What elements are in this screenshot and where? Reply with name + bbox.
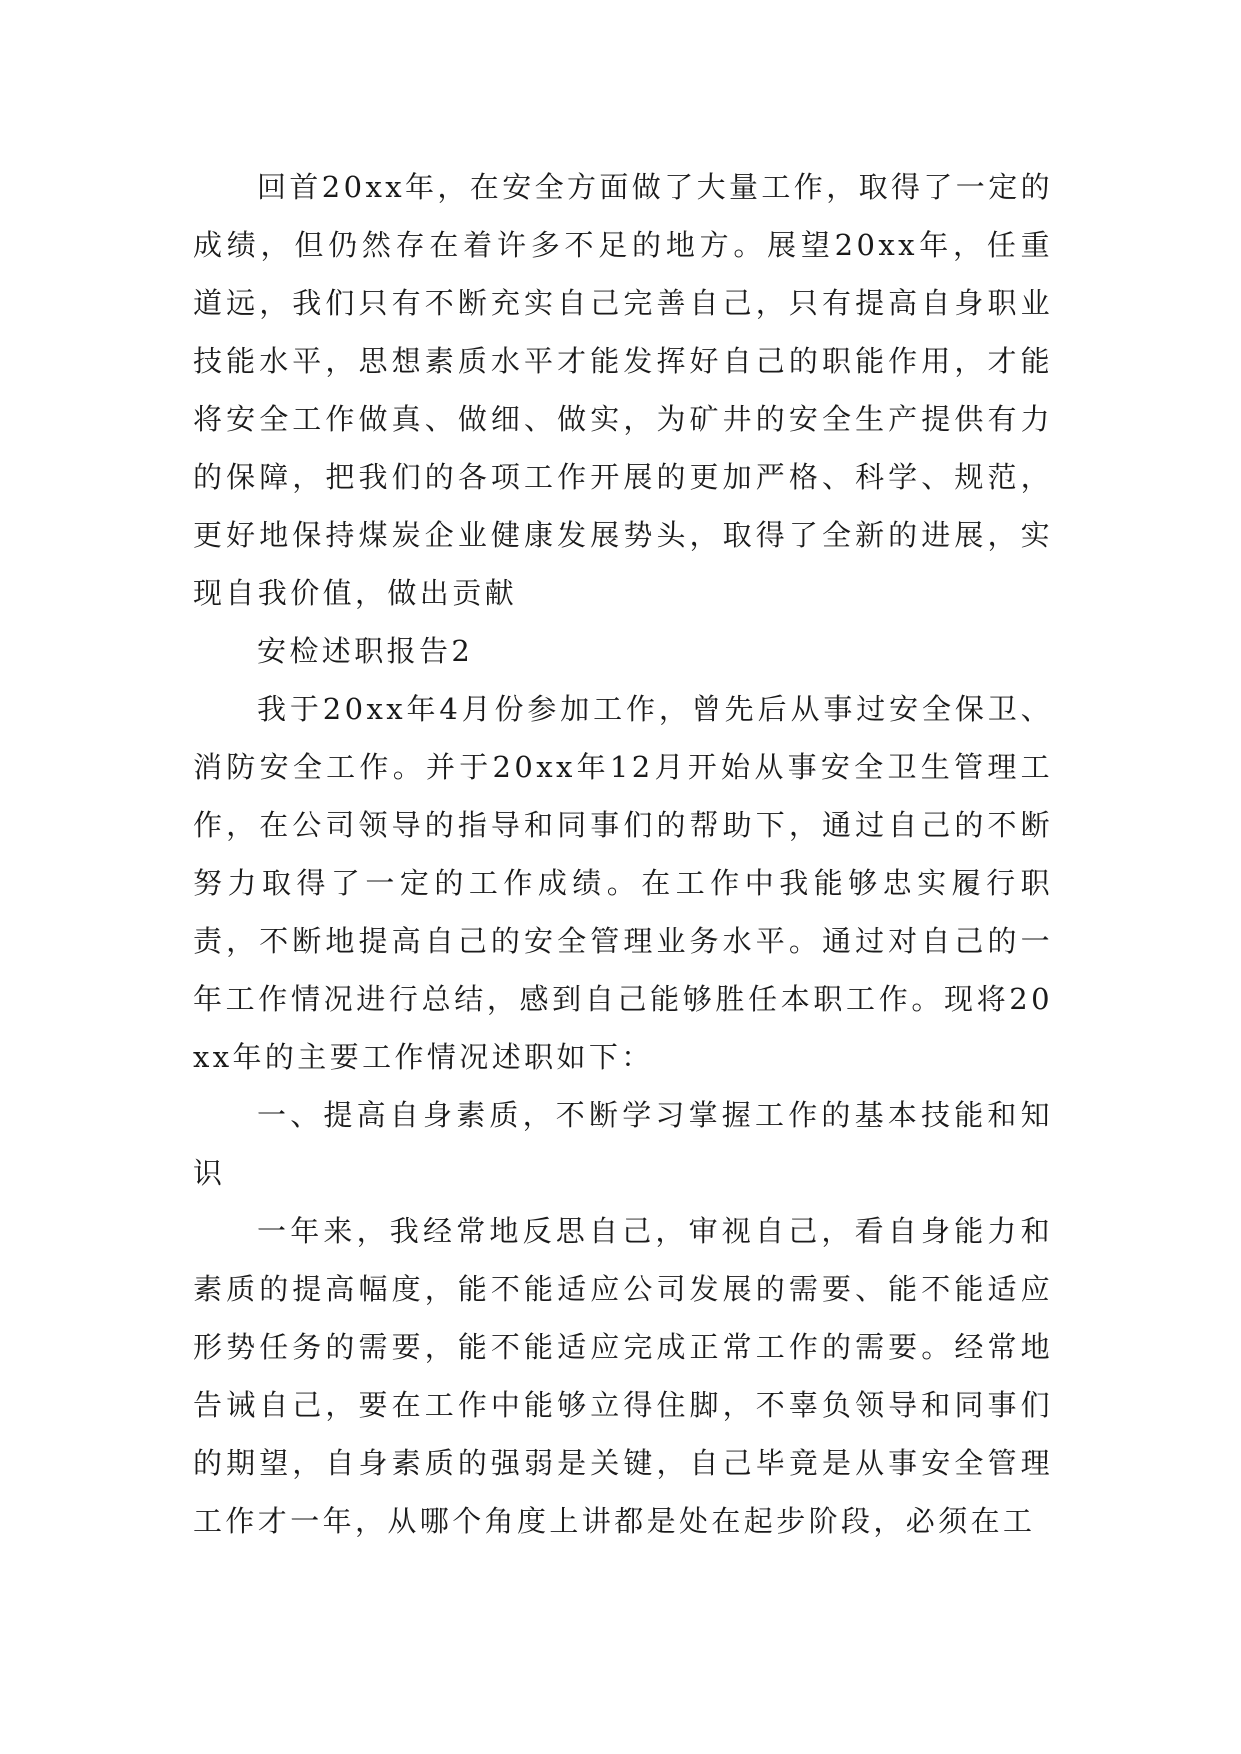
section-heading-self-improvement: 一、提高自身素质，不断学习掌握工作的基本技能和知识 (193, 1098, 1053, 1190)
document-body (193, 158, 1053, 1550)
paragraph-work-history: 我于20xx年4月份参加工作，曾先后从事过安全保卫、消防安全工作。并于20xx年12月开始从事安全卫生管理工作，在公司领导的指导和同事们的帮助下，通过自己的不断努力取得了一定的工作成绩。在工作中我能够忠实履行职责，不断地提高自己的安全管理业务水平。通过对自己的一年工作情况进行总结，感到自己能够胜任本职工作。现将20xx年的主要工作情况述职如下： (193, 692, 1053, 1074)
paragraph-self-reflection: 一年来，我经常地反思自己，审视自己，看自身能力和素质的提高幅度，能不能适应公司发展的需要、能不能适应形势任务的需要，能不能适应完成正常工作的需要。经常地告诫自己，要在工作中能够立得住脚，不辜负领导和同事们的期望，自身素质的强弱是关键，自己毕竟是从事安全管理工作才一年，从哪个角度上讲都是处在起步阶段，必须在工 (193, 1214, 1053, 1538)
paragraph-review-outlook: 回首20xx年，在安全方面做了大量工作，取得了一定的成绩，但仍然存在着许多不足的地方。展望20xx年，任重道远，我们只有不断充实自己完善自己，只有提高自身职业技能水平，思想素质水平才能发挥好自己的职能作用，才能将安全工作做真、做细、做实，为矿井的安全生产提供有力的保障，把我们的各项工作开展的更加严格、科学、规范，更好地保持煤炭企业健康发展势头，取得了全新的进展，实现自我价值，做出贡献 (193, 170, 1054, 610)
section-heading-report-2: 安检述职报告2 (257, 634, 474, 668)
